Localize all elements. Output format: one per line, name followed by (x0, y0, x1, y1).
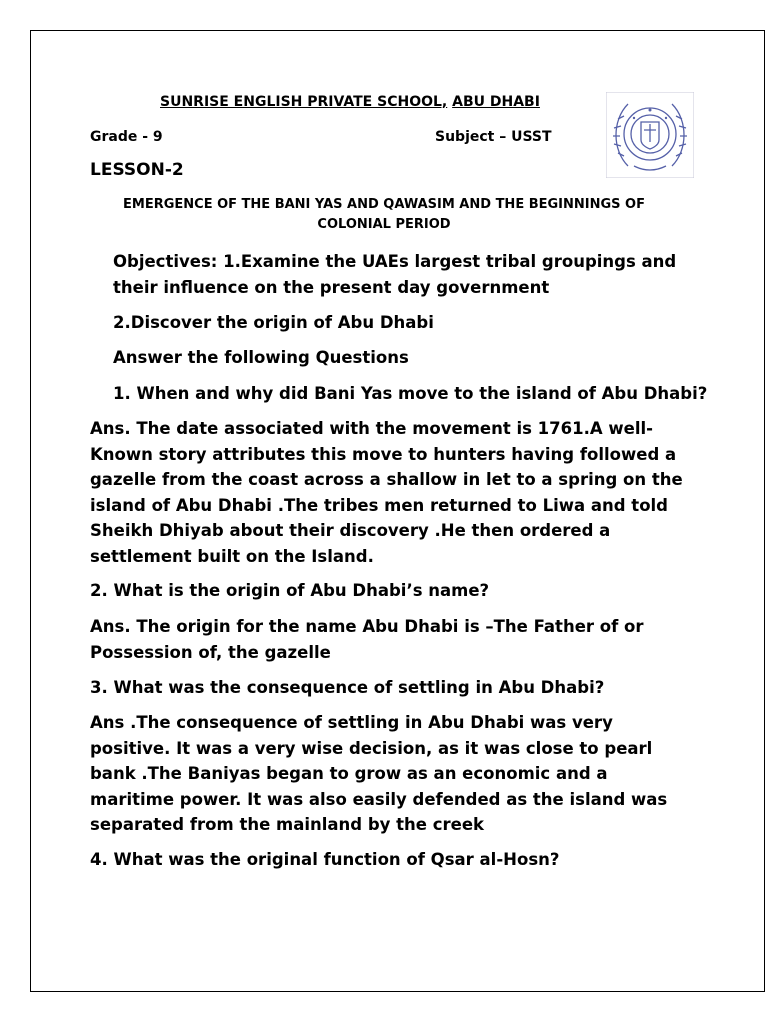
objective-2: 2.Discover the origin of Abu Dhabi (113, 313, 434, 332)
school-name (160, 94, 540, 110)
question-3: 3. What was the consequence of settling in Abu Dhabi? (90, 678, 605, 697)
question-2: 2. What is the origin of Abu Dhabi’s name? (90, 581, 490, 600)
question-4: 4. What was the original function of Qsar al-Hosn? (90, 850, 560, 869)
subject-label: Subject – USST (435, 129, 552, 145)
answer-1: Ans. The date associated with the movement is 1761.A well-Known story attributes this move to hunters having followed a gazelle from the coast across a shallow in let to a spring on the island of Abu Dhabi .The tribes men returned to Liwa and told Sheikh Dhiyab about their discovery .He then ordered a settlement built on the Island. (90, 419, 683, 566)
school-crest-icon (606, 92, 694, 178)
objective-1: Objectives: 1.Examine the UAEs largest tribal groupings and their influence on the present day government (113, 252, 677, 297)
answer-2: Ans. The origin for the name Abu Dhabi is –The Father of or Possession of, the gazelle (90, 617, 644, 662)
question-1: 1. When and why did Bani Yas move to the island of Abu Dhabi? (113, 384, 708, 403)
school-name-part2: ABU DHABI (452, 94, 540, 110)
lesson-topic: EMERGENCE OF THE BANI YAS AND QAWASIM AND THE BEGINNINGS OF COLONIAL PERIOD (123, 197, 645, 232)
answer-3: Ans .The consequence of settling in Abu Dhabi was very positive. It was a very wise decision, as it was close to pearl bank .The Baniyas began to grow as an economic and a maritime power. It was also easily defended as the island was separated from the mainland by the creek (90, 713, 668, 834)
lesson-title: LESSON-2 (90, 160, 184, 180)
instruction-text: Answer the following Questions (113, 348, 409, 367)
school-name-part1: SUNRISE ENGLISH PRIVATE SCHOOL, (160, 94, 448, 110)
grade-label: Grade - 9 (90, 129, 163, 145)
